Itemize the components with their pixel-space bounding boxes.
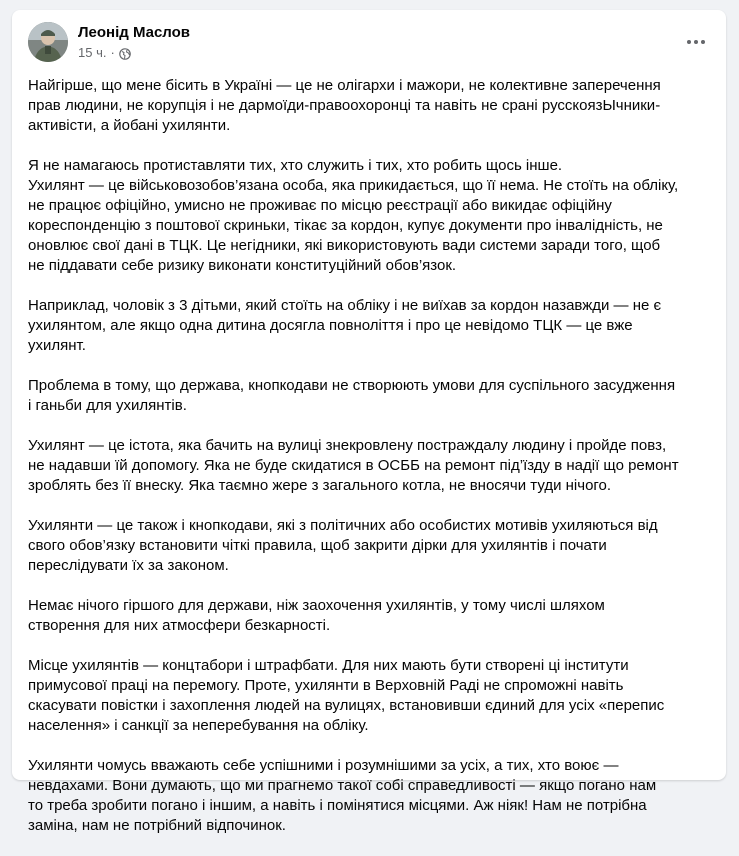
post-text-line: примусової праці на перемогу. Проте, ухилянти в Верховній Раді не спроможні навіть	[28, 677, 624, 694]
post-text-line: Ухилянти чомусь вважають себе успішними і розумнішими за усіх, а тих, хто воює —	[28, 757, 619, 774]
post-text-line: не піддавати себе ризику виконати конституційний обов’язок.	[28, 257, 457, 274]
post-text-line: Ухилянт — це військовозобов’язана особа, яка прикидається, що її нема. Не стоїть на обліку,	[28, 177, 679, 194]
author-avatar[interactable]	[28, 22, 68, 62]
post-paragraph	[28, 756, 712, 836]
post-paragraph	[28, 436, 712, 496]
post-text-line: ухилянтом, але якщо одна дитина досягла повноліття і про це невідомо ТЦК — це вже	[28, 317, 633, 334]
post-text-line: Ухилянти — це також і кнопкодави, які з політичних або особистих мотивів ухиляються від	[28, 517, 658, 534]
post-text-line: Я не намагаюсь протиставляти тих, хто служить і тих, хто робить щось інше.	[28, 157, 563, 174]
post-text-line: Найгірше, що мене бісить в Україні — це не олігархи і мажори, не колективне заперечення	[28, 77, 661, 94]
post-text-line: оновлює свої дані в ТЦК. Це негідники, які використовують вади системи заради того, щоб	[28, 237, 661, 254]
post-text-line: не працює офіційно, умисно не проживає по місцю реєстрації або викидає офіційну	[28, 197, 612, 214]
post-card	[12, 10, 726, 834]
post-text-line: ухилянт.	[28, 337, 86, 354]
meta-separator: ·	[110, 45, 115, 60]
post-text-line: переслідувати їх за законом.	[28, 557, 229, 574]
post-text-line: прав людини, не корупція і не дармоїди-правоохоронці та навіть не срані русскоязЫчники-	[28, 97, 661, 114]
post-text-line: скасувати повістки і захоплення людей на вулицях, встановивши єдиний для усіх «перепис	[28, 697, 665, 714]
author-name[interactable]: Леонід Маслов	[78, 24, 191, 41]
post-paragraph	[28, 656, 712, 736]
post-text-line: зроблять без її внеску. Яка таємно жере з загального котла, не вносячи туди нічого.	[28, 477, 612, 494]
more-options-icon[interactable]	[678, 24, 714, 60]
post-paragraph	[28, 516, 712, 576]
post-text-line: Наприклад, чоловік з 3 дітьми, який стоїть на обліку і не виїхав за кордон назавжди — не є	[28, 297, 662, 314]
post-text-line: не надавши їй допомогу. Яка не буде скидатися в ОСББ на ремонт під’їзду в надії що ремонт	[28, 457, 679, 474]
post-text	[28, 76, 712, 856]
post-text-line: активісти, а йобані ухилянти.	[28, 117, 231, 134]
post-paragraph	[28, 296, 712, 356]
post-paragraph	[28, 596, 712, 636]
post-paragraph	[28, 156, 712, 276]
post-text-line: кореспонденцію з поштової скриньки, тікає за кордон, купує документи про інвалідність, не	[28, 217, 663, 234]
post-paragraph	[28, 376, 712, 416]
post-text-line: Проблема в тому, що держава, кнопкодави не створюють умови для суспільного засудження	[28, 377, 676, 394]
globe-icon[interactable]	[119, 47, 131, 59]
post-text-line: заміна, нам не потрібний відпочинок.	[28, 817, 286, 834]
post-text-line: створення для них атмосфери безкарності.	[28, 617, 331, 634]
post-header	[28, 22, 710, 66]
post-text-line: невдахами. Вони думають, що ми прагнемо такої собі справедливості — якщо погано нам	[28, 777, 657, 794]
post-text-line: Ухилянт — це істота, яка бачить на вулиці знекровлену постраждалу людину і пройде повз,	[28, 437, 667, 454]
post-text-line: населення» і санкції за неперебування на обліку.	[28, 717, 369, 734]
post-paragraph	[28, 76, 712, 136]
post-text-line: свого обов’язку встановити чіткі правила, щоб закрити дірки для ухилянтів і почати	[28, 537, 607, 554]
post-meta	[78, 44, 190, 62]
post-text-line: Немає нічого гіршого для держави, ніж заохочення ухилянтів, у тому числі шляхом	[28, 597, 605, 614]
avatar-photo-icon	[28, 22, 68, 62]
post-time[interactable]: 15 ч.	[78, 45, 107, 60]
post-text-line: то треба зробити погано і іншим, а навіть і помінятися місцями. Аж ніяк! Нам не потрібна	[28, 797, 647, 814]
post-text-line: Місце ухилянтів — концтабори і штрафбати. Для них мають бути створені ці інститути	[28, 657, 629, 674]
author-block	[78, 23, 190, 62]
post-text-line: і ганьби для ухилянтів.	[28, 397, 187, 414]
